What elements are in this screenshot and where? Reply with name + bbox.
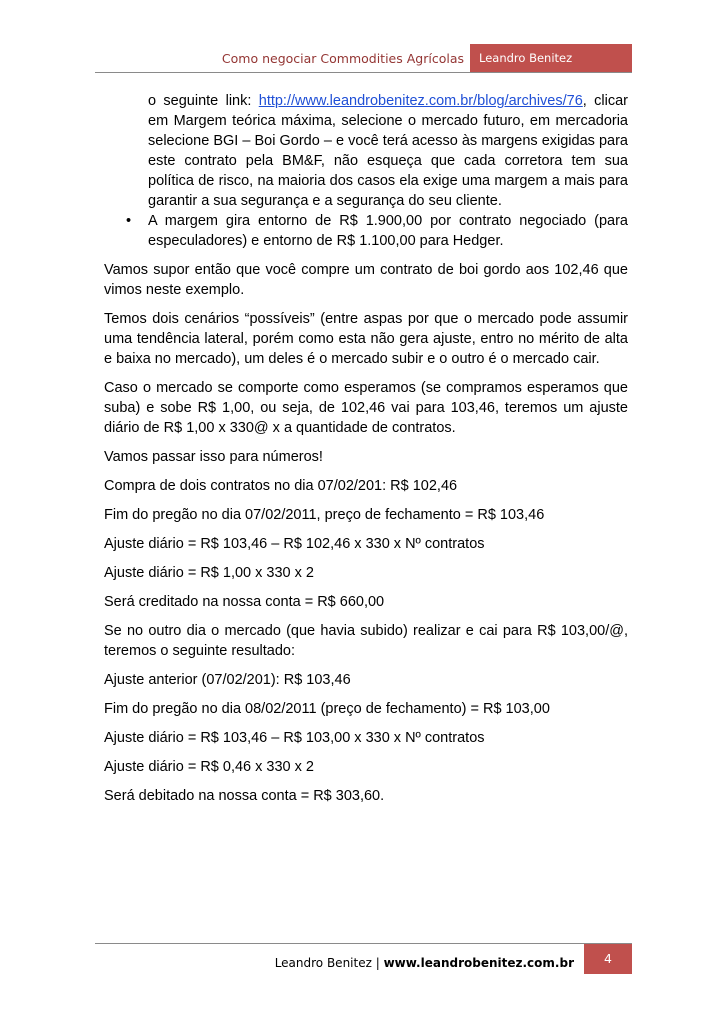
footer-url[interactable]: www.leandrobenitez.com.br <box>383 956 574 970</box>
paragraph: Ajuste diário = R$ 1,00 x 330 x 2 <box>104 565 314 581</box>
paragraph: Fim do pregão no dia 07/02/2011, preço de fechamento = R$ 103,46 <box>104 507 545 523</box>
paragraph: Ajuste anterior (07/02/201): R$ 103,46 <box>104 672 351 688</box>
bullet-item-margin <box>104 211 628 251</box>
footer-separator: | <box>371 956 384 970</box>
paragraph: Ajuste diário = R$ 103,46 – R$ 103,00 x 330 x Nº contratos <box>104 730 485 746</box>
paragraph: Compra de dois contratos no dia 07/02/201: R$ 102,46 <box>104 478 458 494</box>
bullet-item-continued <box>104 91 628 211</box>
paragraph: Se no outro dia o mercado (que havia subido) realizar e cai para R$ 103,00/@, teremos o seguinte resultado: <box>104 623 628 659</box>
paragraph: Será debitado na nossa conta = R$ 303,60. <box>104 788 385 804</box>
blog-link[interactable]: http://www.leandrobenitez.com.br/blog/archives/76 <box>258 93 583 109</box>
bullet-dot-icon: • <box>126 213 132 229</box>
footer-credit <box>275 956 574 970</box>
paragraph: Temos dois cenários “possíveis” (entre aspas por que o mercado pode assumir uma tendência lateral, porém como esta não gera ajuste, entro no mérito de alta e baixa no mercado), um deles é o mercado subir e o outro é o mercado cair. <box>104 311 628 367</box>
page-number: 4 <box>584 944 632 974</box>
page-footer <box>95 943 632 970</box>
paragraph: Será creditado na nossa conta = R$ 660,00 <box>104 594 385 610</box>
header-author-badge: Leandro Benitez <box>470 44 632 72</box>
paragraph: Vamos passar isso para números! <box>104 449 323 465</box>
bullet-text-post: , clicar em Margem teórica máxima, selecione o mercado futuro, em mercadoria selecione BGI – Boi Gordo – e você terá acesso às margens exigidas para este contrato pela BM&F, não esqueça que cada corretora tem sua política de risco, na maioria dos casos ela exige uma margem a mais para garantir a sua segurança e a segurança do seu cliente. <box>148 93 628 209</box>
paragraph: Ajuste diário = R$ 103,46 – R$ 102,46 x 330 x Nº contratos <box>104 536 485 552</box>
paragraph: Fim do pregão no dia 08/02/2011 (preço de fechamento) = R$ 103,00 <box>104 701 550 717</box>
footer-author: Leandro Benitez <box>274 956 372 970</box>
bullet-text: A margem gira entorno de R$ 1.900,00 por contrato negociado (para especuladores) e entorno de R$ 1.100,00 para Hedger. <box>148 213 628 249</box>
document-body <box>104 91 628 806</box>
paragraph: Ajuste diário = R$ 0,46 x 330 x 2 <box>104 759 314 775</box>
paragraph: Caso o mercado se comporte como esperamos (se compramos esperamos que suba) e sobe R$ 1,00, ou seja, de 102,46 vai para 103,46, teremos um ajuste diário de R$ 1,00 x 330@ x a quantidade de contratos. <box>104 380 628 436</box>
paragraph: Vamos supor então que você compre um contrato de boi gordo aos 102,46 que vimos neste exemplo. <box>104 262 628 298</box>
header-title: Como negociar Commodities Agrícolas <box>221 51 464 66</box>
bullet-text-pre: o seguinte link: <box>148 93 259 109</box>
page-header <box>95 44 632 73</box>
